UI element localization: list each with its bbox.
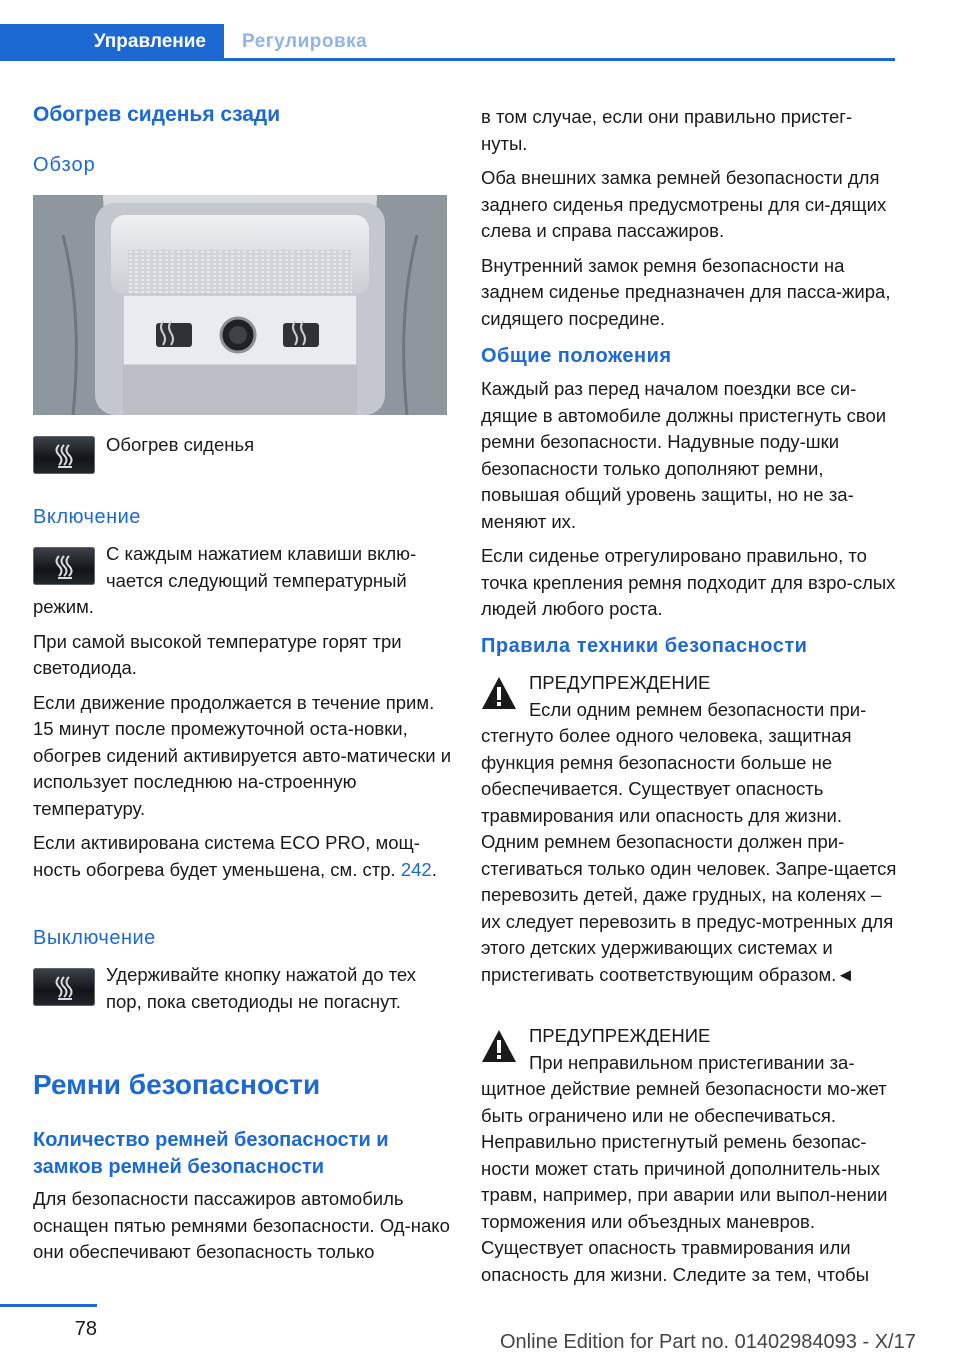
- warning-triangle-icon: [480, 675, 518, 711]
- heading-belts: [33, 1069, 453, 1101]
- heading-seat-heating: [33, 103, 453, 127]
- heading-off: [33, 927, 156, 950]
- tab-control[interactable]: Управление: [0, 24, 224, 60]
- body-text: При неправильном пристегивании за-: [529, 1051, 855, 1073]
- right-body-top: [481, 104, 896, 332]
- seat-heat-glyph-icon: [33, 968, 95, 1006]
- body-text: стегнуто более одного человека, защитная функция ремня безопасности больше не обеспечивается. Существует опасность травмирования или опасность для жизни. Одним ремнем безопасности должен при-стегиваться только один человек. Запре-щается перевозить детей, даже грудных, на коленях – их следует перевозить в предус-мотренных для этого детских удерживающих системах и пристегивать соответствующим образом.◄: [481, 725, 897, 985]
- icon-caption: [106, 432, 254, 459]
- edition-text: Online Edition for Part no. 01402984093 - X/17: [500, 1331, 916, 1353]
- section-title: Общие положения: [481, 345, 672, 367]
- seat-heating-icon: [33, 968, 95, 1006]
- seat-heating-icon: [33, 436, 95, 474]
- body-text: чается следующий температурный: [106, 569, 407, 591]
- heading-safety-rules: [481, 635, 896, 658]
- body-text-eco: [33, 830, 453, 883]
- warning-1-body: [481, 723, 899, 988]
- right-body-general: [481, 376, 896, 623]
- left-body: [33, 594, 453, 883]
- body-text: Если сиденье отрегулировано правильно, то точка крепления ремня подходит для взро-слых людей любого роста.: [481, 545, 896, 619]
- warning-triangle-icon: [480, 1028, 518, 1064]
- subsection-title: Включение: [33, 506, 141, 528]
- left-body-belts: [33, 1186, 453, 1266]
- subsection-title: Выключение: [33, 927, 156, 949]
- off-text: [106, 962, 456, 1015]
- body-text: в том случае, если они правильно пристег-нуты.: [481, 106, 853, 154]
- body-text: Оба внешних замка ремней безопасности для заднего сиденья предусмотрены для си-дящих слева и справа пассажиров.: [481, 167, 887, 241]
- seat-heat-glyph-icon: [33, 547, 95, 585]
- warning-1-head: [529, 670, 899, 723]
- body-text: Если активирована система ECO PRO, мощ-ность обогрева будет уменьшена, см. стр.: [33, 832, 420, 880]
- heading-on: [33, 506, 141, 529]
- body-text: Если движение продолжается в течение прим. 15 минут после промежуточной оста-новки, обогрев сидений активируется авто-матически и использует последнюю на-строенную температуру.: [33, 691, 452, 819]
- body-text: С каждым нажатием клавиши вклю-: [106, 543, 417, 564]
- heading-overview: [33, 154, 96, 177]
- seat-heat-glyph-icon: [33, 436, 95, 474]
- chapter-title: Ремни безопасности: [33, 1069, 321, 1100]
- page-number: 78: [74, 1318, 97, 1340]
- body-text: При самой высокой температуре горят три светодиода.: [33, 630, 402, 678]
- body-text: режим.: [33, 596, 94, 617]
- warning-title: ПРЕДУПРЕЖДЕНИЕ: [529, 672, 711, 693]
- subsection-title: Обзор: [33, 154, 96, 176]
- body-text: Для безопасности пассажиров автомобиль оснащен пятью ремнями безопасности. Од-нако они обеспечивают безопасность только: [33, 1188, 450, 1262]
- caption-text: Обогрев сиденья: [106, 434, 255, 455]
- warning-title: ПРЕДУПРЕЖДЕНИЕ: [529, 1025, 711, 1046]
- body-text: Внутренний замок ремня безопасности на заднем сиденье предназначен для пасса-жира, сидящего посредине.: [481, 254, 891, 329]
- body-text: пор, пока светодиоды не погаснут.: [106, 990, 401, 1012]
- rear-console-photo: [33, 195, 447, 415]
- section-title: Количество ремней безопасности и замков ремней безопасности: [33, 1129, 389, 1178]
- body-text: Удерживайте кнопку нажатой до тех: [106, 964, 417, 985]
- body-text: Если одним ремнем безопасности при-: [529, 698, 867, 720]
- heading-belt-count: [33, 1127, 453, 1181]
- page-link[interactable]: 242: [400, 858, 432, 880]
- body-text: .: [431, 858, 437, 880]
- seat-heating-icon: [33, 547, 95, 585]
- warning-2-head: [529, 1023, 899, 1076]
- footer-rule: [0, 1304, 97, 1307]
- body-text: Каждый раз перед началом поездки все си-дящие в автомобиле должны пристегнуть свои ремни безопасности. Надувные поду-шки безопасности только дополняют ремни, повышая общий уровень защиты, но не за-меняют их.: [481, 378, 887, 532]
- header-rule: [0, 58, 895, 61]
- section-title: Обогрев сиденья сзади: [33, 103, 281, 126]
- body-text: щитное действие ремней безопасности мо-жет быть ограничено или не обеспечиваться. Неправильно пристегнутый ремень безопас-ности может стать причиной дополнитель-ных травм, например, при аварии или выпол-нении торможения или объездных маневров. Существует опасность травмирования или опасность для жизни. Следите за тем, чтобы: [481, 1078, 888, 1285]
- on-text-indented: [106, 541, 456, 594]
- header-tabs: [0, 24, 895, 60]
- section-title: Правила техники безопасности: [481, 635, 808, 657]
- tab-adjustment[interactable]: Регулировка: [242, 31, 368, 52]
- heading-general: [481, 345, 896, 368]
- warning-2-body: [481, 1076, 899, 1288]
